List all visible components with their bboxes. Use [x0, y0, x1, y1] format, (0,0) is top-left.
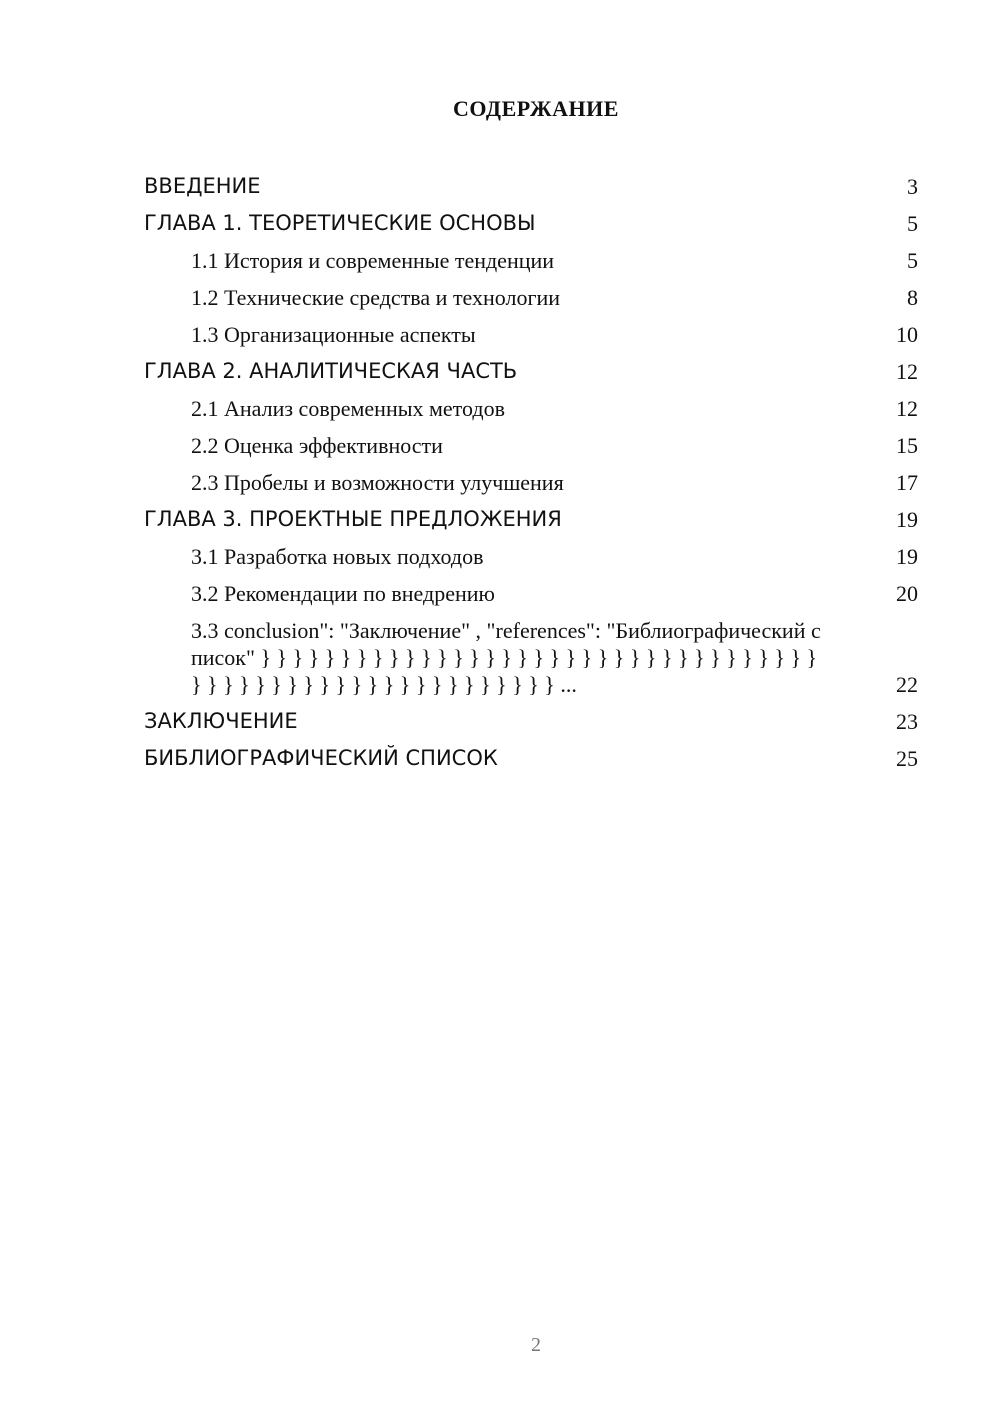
toc-entry-label: ЗАКЛЮЧЕНИЕ: [144, 709, 298, 733]
toc-entry-section-2-2[interactable]: [144, 427, 918, 464]
toc-entry-label: ГЛАВА 1. ТЕОРЕТИЧЕСКИЕ ОСНОВЫ: [144, 211, 536, 235]
toc-entry-page: 12: [896, 359, 918, 384]
toc-entry-bibliography[interactable]: [144, 740, 918, 777]
toc-entry-label: 3.3 conclusion": "Заключение" , "references": "Библиографический список" } } } } } } } } } } } } } } } } } } } } } } } } } } } } } } } } } } } } } } } } } } } } } } } } } } } } } } } } } } ...: [191, 618, 821, 697]
toc-entry-label: 2.1 Анализ современных методов: [191, 396, 505, 421]
toc-entry-section-1-1[interactable]: [144, 242, 918, 279]
toc-entry-page: 12: [896, 396, 918, 421]
toc-entry-label: БИБЛИОГРАФИЧЕСКИЙ СПИСОК: [144, 746, 498, 770]
toc-entry-page: 20: [896, 581, 918, 606]
toc-entry-page: 17: [896, 470, 918, 495]
toc-entry-section-1-2[interactable]: [144, 279, 918, 316]
toc-entry-page: 8: [907, 285, 918, 310]
toc-entry-label: ГЛАВА 2. АНАЛИТИЧЕСКАЯ ЧАСТЬ: [144, 359, 518, 383]
toc-entry-page: 23: [896, 709, 918, 734]
toc-entry-label: 3.1 Разработка новых подходов: [191, 544, 484, 569]
toc-entry-section-3-2[interactable]: [144, 575, 918, 612]
toc-entry-page: 10: [896, 322, 918, 347]
table-of-contents: [144, 168, 918, 777]
toc-entry-conclusion[interactable]: [144, 703, 918, 740]
toc-entry-page: 15: [896, 433, 918, 458]
toc-entry-section-1-3[interactable]: [144, 316, 918, 353]
toc-entry-page: 19: [896, 507, 918, 532]
toc-entry-label: 2.3 Пробелы и возможности улучшения: [191, 470, 564, 495]
toc-entry-page: 3: [907, 174, 918, 199]
toc-entry-section-2-1[interactable]: [144, 390, 918, 427]
toc-entry-label: ВВЕДЕНИЕ: [144, 174, 261, 198]
toc-entry-chapter-3[interactable]: [144, 501, 918, 538]
toc-entry-chapter-2[interactable]: [144, 353, 918, 390]
toc-entry-label: 2.2 Оценка эффективности: [191, 433, 443, 458]
toc-entry-label: 1.2 Технические средства и технологии: [191, 285, 561, 310]
toc-entry-section-3-1[interactable]: [144, 538, 918, 575]
toc-entry-chapter-1[interactable]: [144, 205, 918, 242]
toc-entry-label: 1.3 Организационные аспекты: [191, 322, 476, 347]
toc-entry-label: 1.1 История и современные тенденции: [191, 248, 555, 273]
toc-entry-introduction[interactable]: [144, 168, 918, 205]
toc-entry-page: 19: [896, 544, 918, 569]
page-title: СОДЕРЖАНИЕ: [453, 96, 619, 121]
toc-entry-page: 25: [896, 746, 918, 771]
toc-entry-page: 22: [896, 672, 918, 697]
toc-entry-label: ГЛАВА 3. ПРОЕКТНЫЕ ПРЕДЛОЖЕНИЯ: [144, 507, 562, 531]
toc-entry-page: 5: [907, 248, 918, 273]
toc-entry-section-2-3[interactable]: [144, 464, 918, 501]
toc-entry-page: 5: [907, 211, 918, 236]
toc-entry-section-3-3[interactable]: [144, 612, 918, 703]
toc-entry-label: 3.2 Рекомендации по внедрению: [191, 581, 495, 606]
page-number: 2: [531, 1334, 541, 1356]
